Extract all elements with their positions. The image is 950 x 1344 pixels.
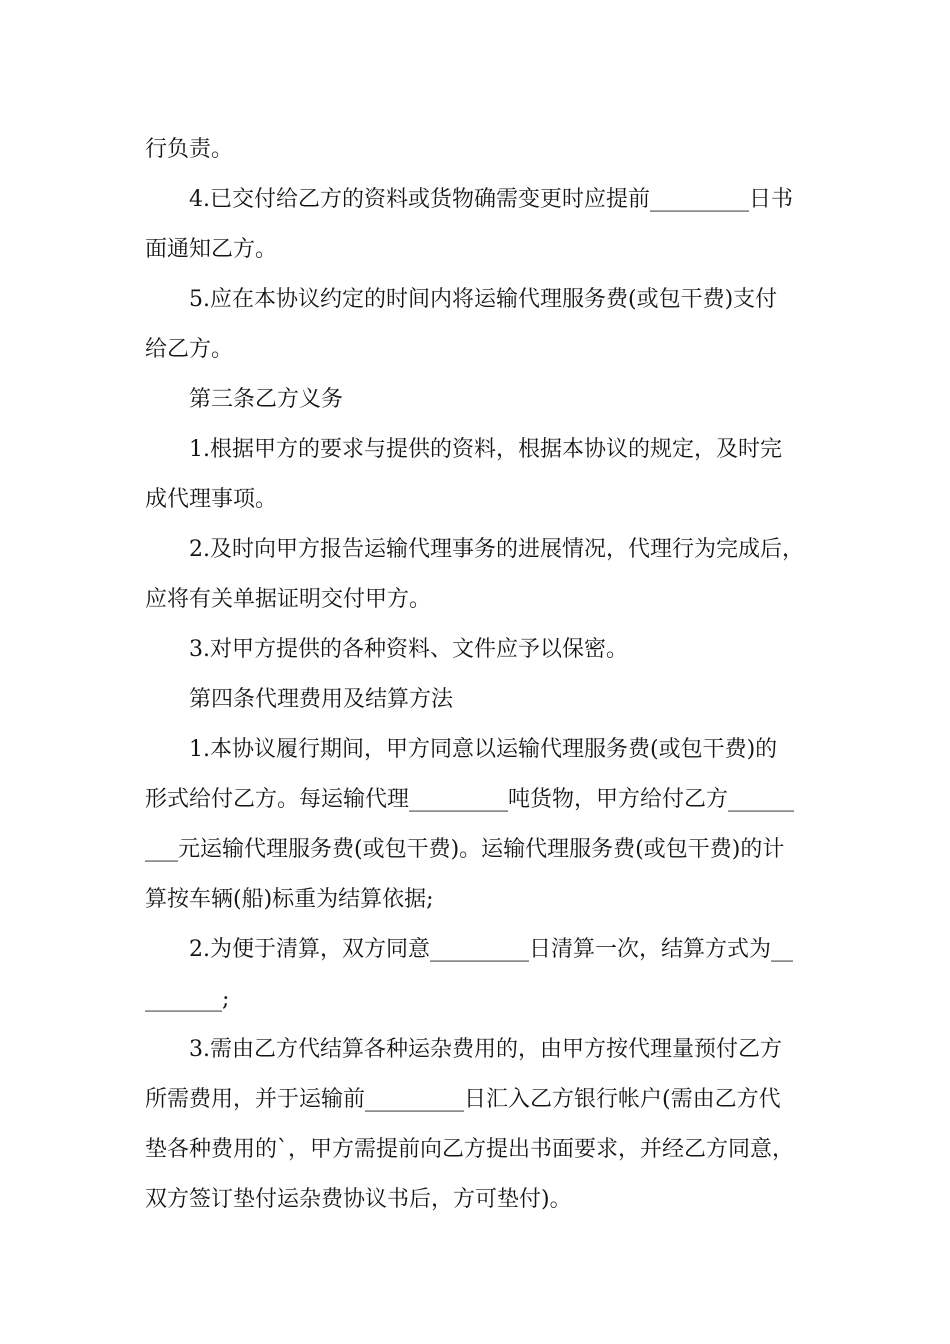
paragraph-line: 算按车辆(船)标重为结算依据; bbox=[145, 887, 434, 912]
paragraph-line: 应将有关单据证明交付甲方。 bbox=[145, 587, 432, 612]
paragraph-line: 垫各种费用的`，甲方需提前向乙方提出书面要求，并经乙方同意， bbox=[145, 1137, 795, 1162]
paragraph-line: 5.应在本协议约定的时间内将运输代理服务费(或包干费)支付 bbox=[189, 287, 778, 312]
paragraph-line: 给乙方。 bbox=[145, 337, 234, 362]
paragraph-line: 2.及时向甲方报告运输代理事务的进展情况，代理行为完成后， bbox=[189, 537, 804, 562]
paragraph-line: 成代理事项。 bbox=[145, 487, 278, 512]
paragraph-line: 所需费用，并于运输前_________日汇入乙方银行帐户(需由乙方代 bbox=[145, 1087, 781, 1112]
paragraph-line: 2.为便于清算，双方同意_________日清算一次，结算方式为__ bbox=[189, 937, 793, 962]
paragraph-line: 1.根据甲方的要求与提供的资料，根据本协议的规定，及时完 bbox=[189, 437, 782, 462]
paragraph-line: 1.本协议履行期间，甲方同意以运输代理服务费(或包干费)的 bbox=[189, 737, 778, 762]
paragraph-line: 3.需由乙方代结算各种运杂费用的，由甲方按代理量预付乙方 bbox=[189, 1037, 782, 1062]
section-heading: 第三条乙方义务 bbox=[189, 387, 344, 412]
paragraph-line: 形式给付乙方。每运输代理_________吨货物，甲方给付乙方______ bbox=[145, 787, 795, 812]
paragraph-line: 4.已交付给乙方的资料或货物确需变更时应提前_________日书 bbox=[189, 187, 793, 212]
paragraph-line: 面通知乙方。 bbox=[145, 237, 278, 262]
paragraph-line: _______; bbox=[145, 987, 230, 1012]
paragraph-line: 双方签订垫付运杂费协议书后，方可垫付)。 bbox=[145, 1187, 572, 1212]
paragraph-line: 3.对甲方提供的各种资料、文件应予以保密。 bbox=[189, 637, 628, 662]
paragraph-line: 行负责。 bbox=[145, 137, 234, 162]
paragraph-line: ___元运输代理服务费(或包干费)。运输代理服务费(或包干费)的计 bbox=[145, 837, 785, 862]
section-heading: 第四条代理费用及结算方法 bbox=[189, 687, 454, 712]
